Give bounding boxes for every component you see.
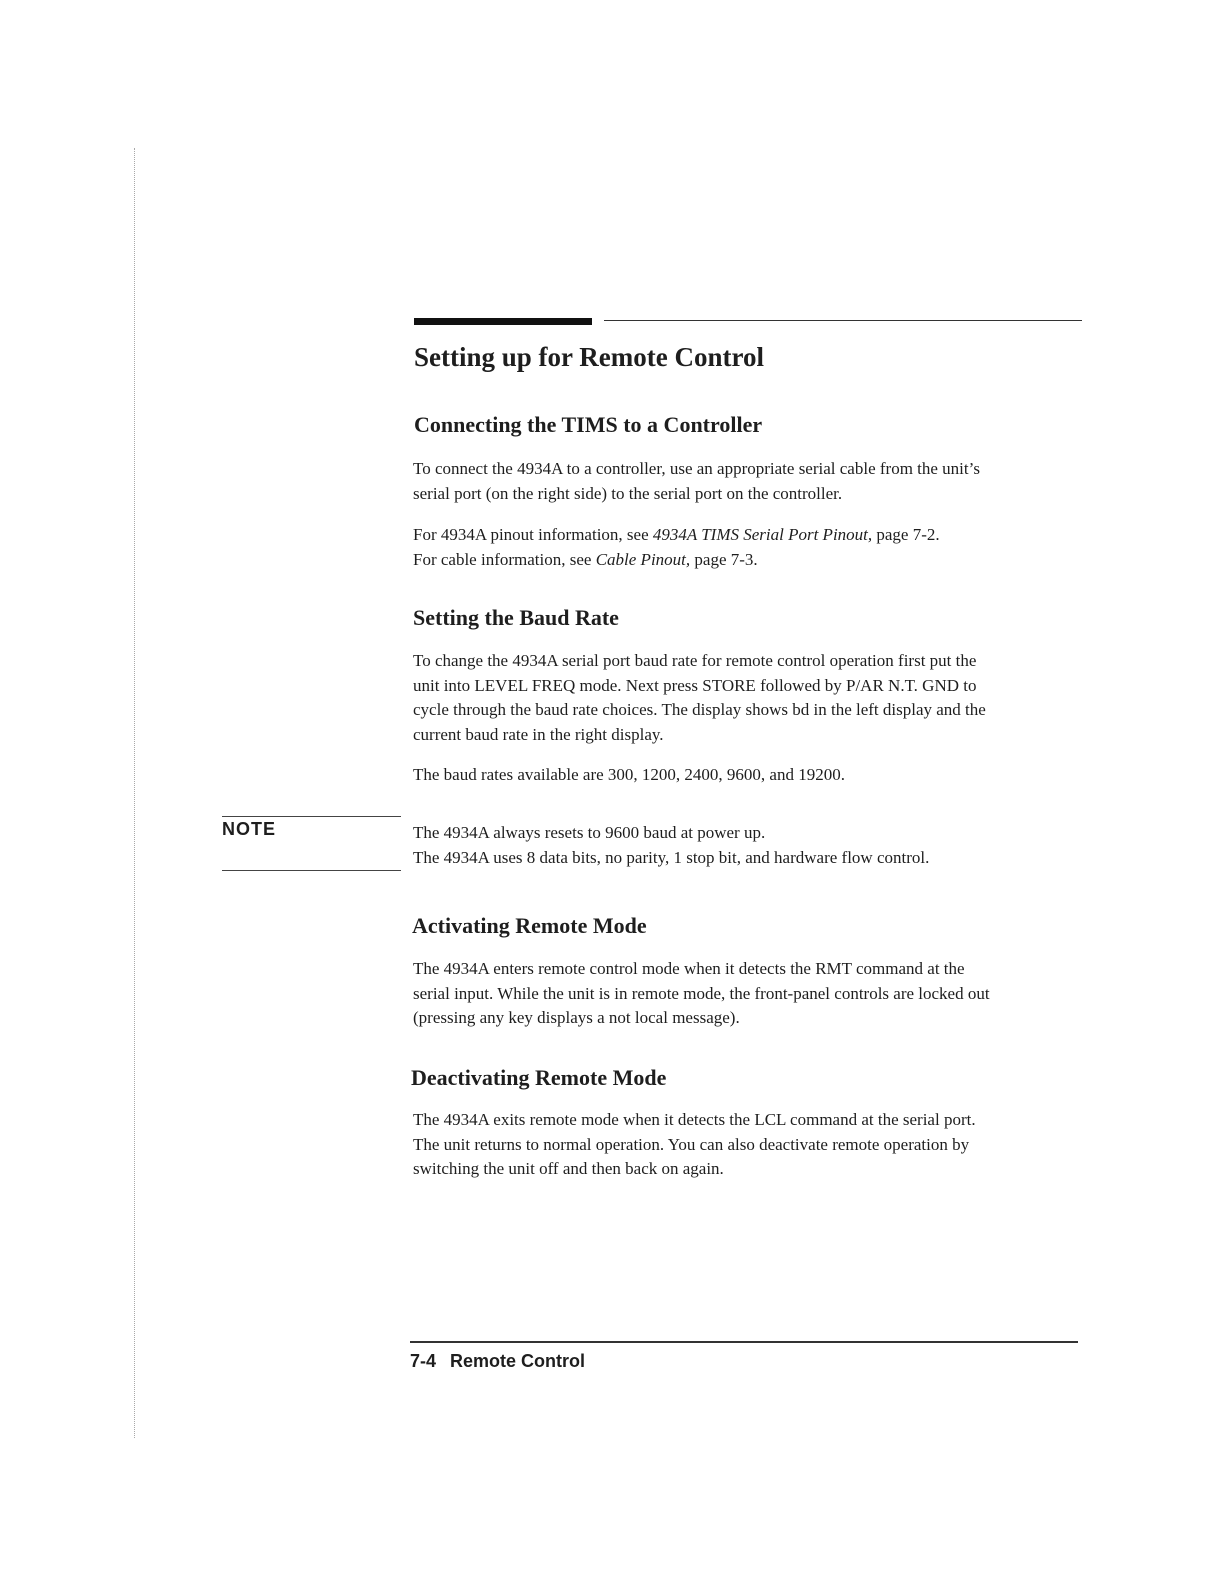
paragraph-connecting (413, 457, 1093, 506)
text-line: (pressing any key displays a not local message). (413, 1008, 740, 1027)
note-rule-top (222, 816, 401, 817)
paragraph-activating-remote (413, 957, 1093, 1031)
text-line: The 4934A exits remote mode when it detects the LCL command at the serial port. (413, 1110, 976, 1129)
text-line: To change the 4934A serial port baud rate for remote control operation first put the (413, 651, 977, 670)
heading-baud-rate: Setting the Baud Rate (413, 605, 619, 630)
heading-deactivating-remote: Deactivating Remote Mode (411, 1065, 667, 1090)
text-line: unit into LEVEL FREQ mode. Next press STORE followed by P/AR N.T. GND to (413, 675, 977, 695)
text-line: switching the unit off and then back on again. (413, 1159, 724, 1178)
text-line: The unit returns to normal operation. You can also deactivate remote operation by (413, 1134, 970, 1154)
text-line: The baud rates available are 300, 1200, 2400, 9600, and 19200. (413, 765, 845, 784)
paragraph-pinout-references (413, 523, 1093, 572)
note-text (413, 821, 1093, 870)
text-line: serial input. While the unit is in remote mode, the front-panel controls are locked out (413, 983, 990, 1003)
paragraph-baud-options (413, 763, 1093, 788)
note-rule-bottom (222, 870, 401, 871)
heading-activating-remote: Activating Remote Mode (412, 913, 647, 938)
footer-rule (410, 1341, 1078, 1343)
binding-margin-line (134, 148, 135, 1438)
paragraph-baud-rate (413, 649, 1093, 747)
note-label: NOTE (222, 819, 277, 839)
section-title: Setting up for Remote Control (414, 342, 764, 372)
text-line: cycle through the baud rate choices. The display shows bd in the left display and the (413, 700, 986, 719)
section-rule-thin (604, 320, 1082, 321)
text-line: To connect the 4934A to a controller, use an appropriate serial cable from the unit’s (413, 459, 980, 478)
chapter-title: Remote Control (450, 1351, 586, 1371)
reference-cable-pinout: Cable Pinout, (595, 549, 691, 569)
text-line: current baud rate in the right display. (413, 724, 664, 744)
text-line: For 4934A pinout information, see 4934A TIMS Serial Port Pinout, page 7-2. (413, 525, 940, 544)
section-rule-thick (414, 318, 592, 325)
text-line: The 4934A always resets to 9600 baud at power up. (413, 823, 766, 842)
heading-connecting: Connecting the TIMS to a Controller (414, 412, 763, 437)
text-line: serial port (on the right side) to the serial port on the controller. (413, 483, 843, 503)
text-line: The 4934A enters remote control mode when it detects the RMT command at the (413, 959, 965, 978)
text-line: The 4934A uses 8 data bits, no parity, 1 stop bit, and hardware flow control. (413, 847, 930, 867)
reference-serial-port-pinout: 4934A TIMS Serial Port Pinout, (652, 525, 873, 544)
page-number: 7-4 (410, 1351, 437, 1371)
page-footer (410, 1351, 585, 1372)
text-line: For cable information, see Cable Pinout, page 7-3. (413, 549, 758, 569)
paragraph-deactivating-remote (413, 1108, 1093, 1182)
